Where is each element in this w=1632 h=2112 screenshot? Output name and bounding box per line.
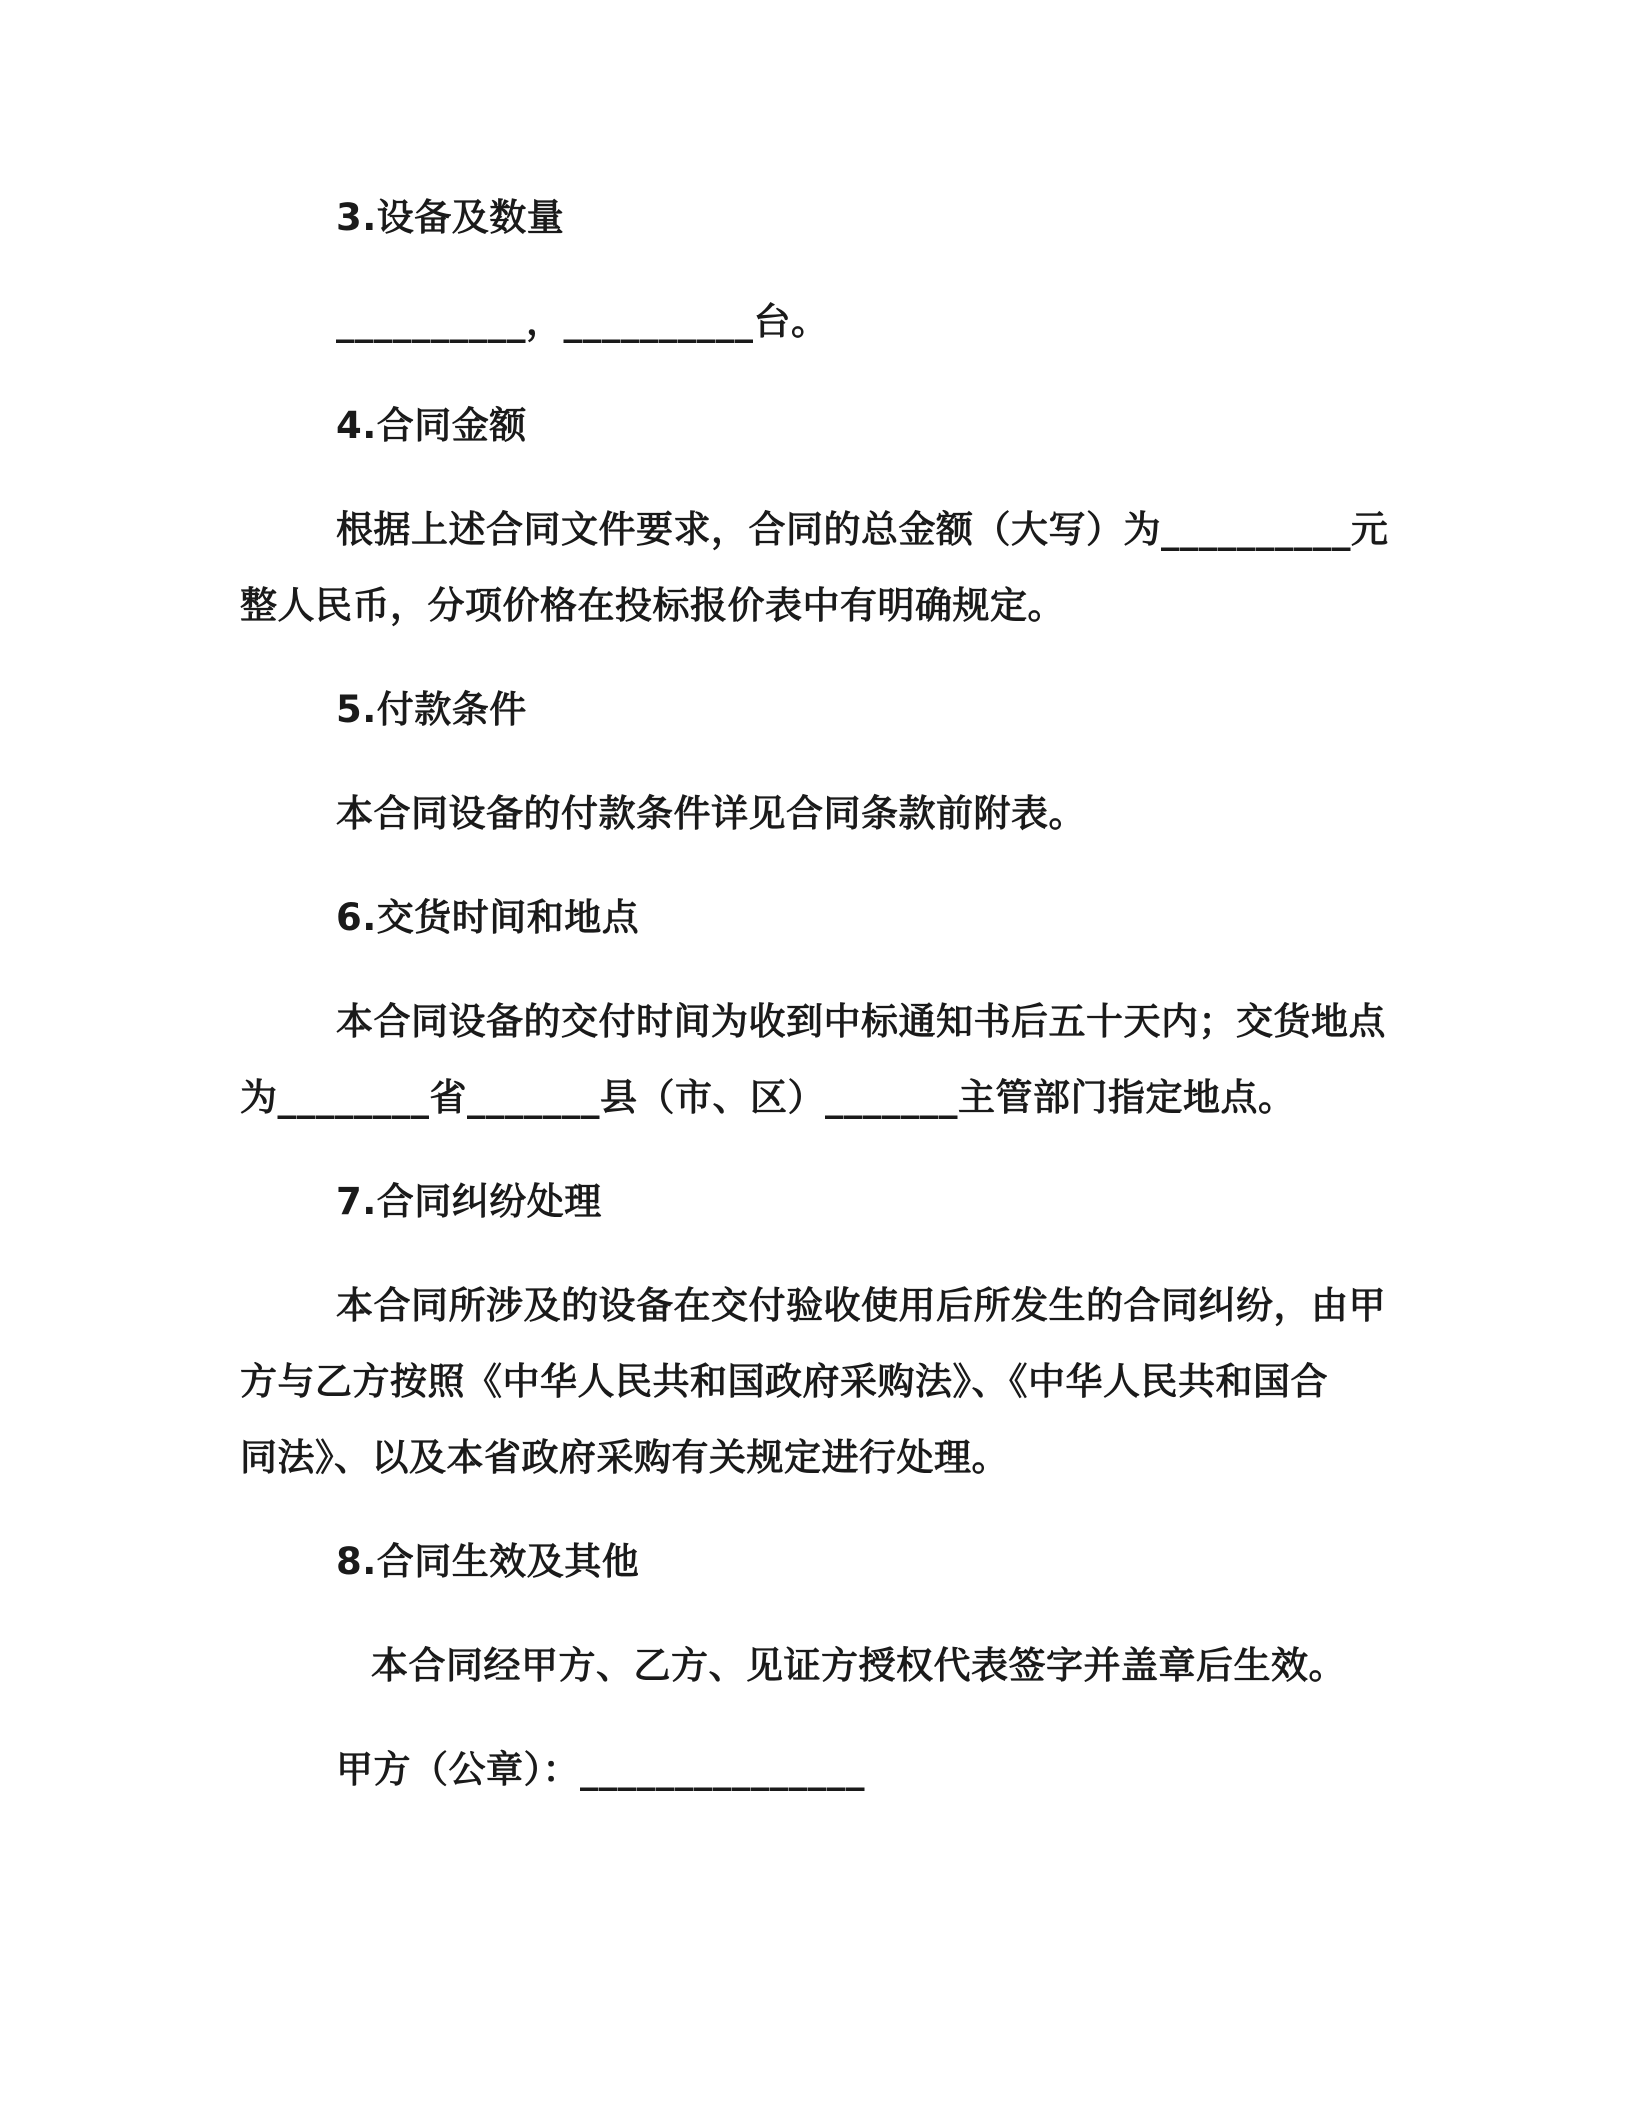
section-4-line-1: 根据上述合同文件要求，合同的总金额（大写）为__________元 xyxy=(336,508,1389,551)
section-7-line-2: 方与乙方按照《中华人民共和国政府采购法》、《中华人民共和国合 xyxy=(240,1360,1328,1403)
section-7-line-1: 本合同所涉及的设备在交付验收使用后所发生的合同纠纷，由甲 xyxy=(336,1284,1386,1327)
section-7-heading: 7.合同纠纷处理 xyxy=(336,1180,602,1223)
document-page xyxy=(240,0,1389,2112)
section-6-line-1: 本合同设备的交付时间为收到中标通知书后五十天内；交货地点 xyxy=(336,1000,1386,1043)
section-4-line-2: 整人民币，分项价格在投标报价表中有明确规定。 xyxy=(240,584,1065,627)
signature-blank: _______________ xyxy=(580,1748,865,1791)
section-4-heading: 4.合同金额 xyxy=(336,404,527,447)
section-6-heading: 6.交货时间和地点 xyxy=(336,896,640,939)
signature-label: 甲方（公章）： xyxy=(336,1748,580,1791)
section-3-heading: 3.设备及数量 xyxy=(336,196,565,239)
section-5-heading: 5.付款条件 xyxy=(336,688,527,731)
section-8-heading: 8.合同生效及其他 xyxy=(336,1540,640,1583)
section-7-line-3: 同法》、以及本省政府采购有关规定进行处理。 xyxy=(240,1436,1009,1479)
section-8-line-1: 本合同经甲方、乙方、见证方授权代表签字并盖章后生效。 xyxy=(371,1644,1346,1687)
signature-line xyxy=(336,1746,865,1794)
section-6-line-2: 为________省_______县（市、区）_______主管部门指定地点。 xyxy=(240,1076,1296,1119)
section-5-line-1: 本合同设备的付款条件详见合同条款前附表。 xyxy=(336,792,1086,835)
section-3-line-1: __________，__________台。 xyxy=(336,300,829,343)
